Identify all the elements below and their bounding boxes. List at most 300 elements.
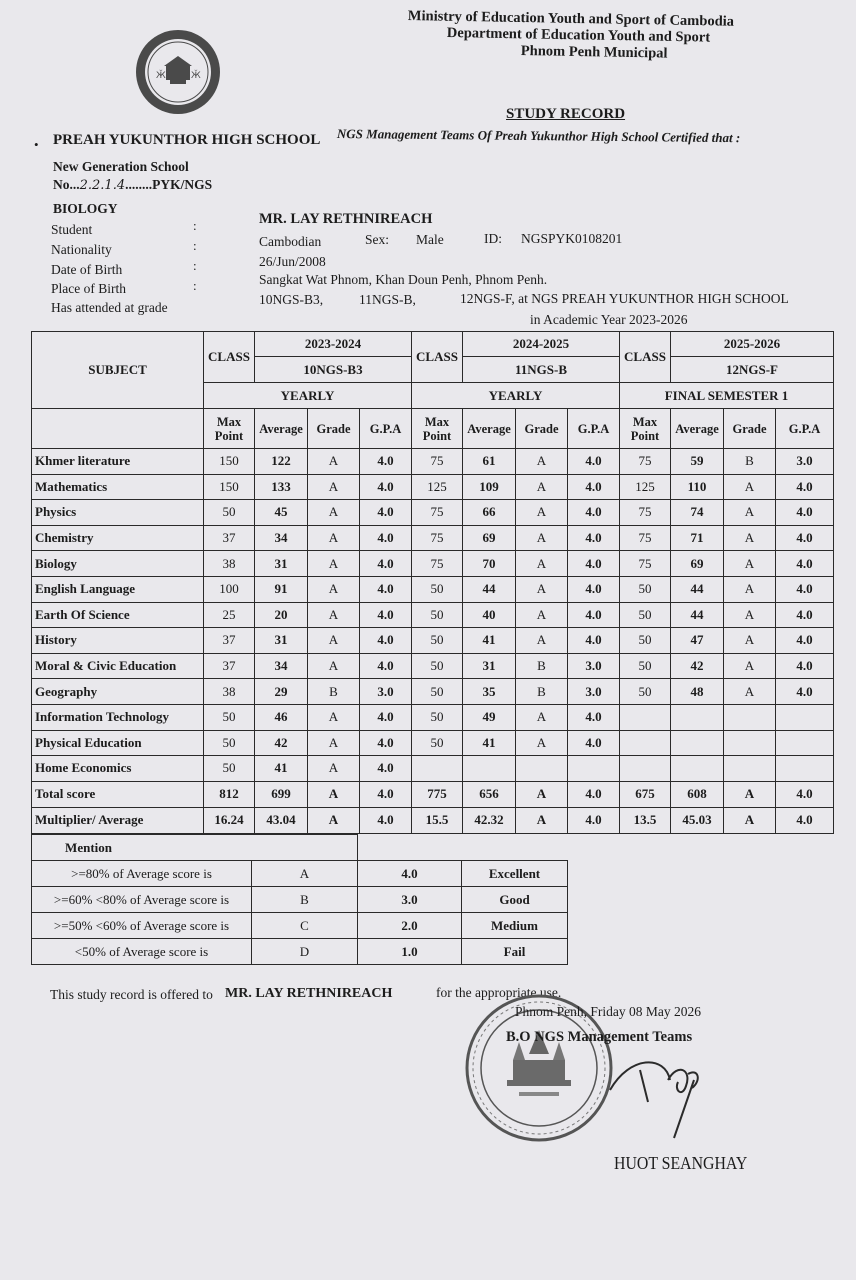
cell-grade: A: [308, 500, 360, 526]
cell-max-point: 75: [412, 551, 463, 577]
svg-text:Ӂ: Ӂ: [156, 71, 166, 81]
cell-grade: A: [308, 576, 360, 602]
cell-max-point: 50: [412, 602, 463, 628]
year-2: 2024-2025: [463, 332, 620, 357]
cell-grade: [724, 730, 776, 756]
cell-max-point: 75: [620, 525, 671, 551]
cell-average: 122: [255, 449, 308, 475]
mention-gpa: 1.0: [358, 939, 462, 965]
table-row: [32, 576, 834, 602]
cell-max-point: 50: [412, 704, 463, 730]
label-dob: Date of Birth: [51, 262, 123, 277]
cell-gpa: 4.0: [776, 576, 834, 602]
table-row: [32, 653, 834, 679]
cell-grade: A: [724, 781, 776, 807]
mention-grade: A: [252, 861, 358, 887]
cell-gpa: 4.0: [776, 500, 834, 526]
subject-name: Moral & Civic Education: [32, 653, 204, 679]
department-line: Department of Education Youth and Sport: [446, 25, 711, 46]
cell-grade: A: [516, 500, 568, 526]
table-row: [32, 628, 834, 654]
cell-average: 31: [255, 551, 308, 577]
colon: :: [193, 278, 197, 293]
cell-gpa: 4.0: [776, 628, 834, 654]
cell-gpa: 4.0: [568, 525, 620, 551]
handwritten-signature: [570, 1040, 750, 1140]
school-type: New Generation School: [53, 159, 189, 174]
svg-text:Ӂ: Ӂ: [191, 71, 201, 81]
cell-gpa: [776, 756, 834, 782]
cell-average: 74: [671, 500, 724, 526]
column-header-average: Average: [463, 409, 516, 449]
cell-max-point: 50: [204, 500, 255, 526]
cell-grade: A: [724, 807, 776, 833]
cell-gpa: 4.0: [568, 730, 620, 756]
cell-average: 71: [671, 525, 724, 551]
school-name: PREAH YUKUNTHOR HIGH SCHOOL: [53, 132, 321, 148]
cell-average: 66: [463, 500, 516, 526]
cell-average: 31: [463, 653, 516, 679]
cell-grade: [724, 704, 776, 730]
cell-gpa: [776, 730, 834, 756]
cell-max-point: 38: [204, 551, 255, 577]
cell-grade: A: [308, 449, 360, 475]
subject-rows: [32, 449, 834, 834]
cell-max-point: 50: [620, 628, 671, 654]
mention-grade: B: [252, 887, 358, 913]
cell-average: 91: [255, 576, 308, 602]
cell-grade: A: [724, 500, 776, 526]
cell-average: 34: [255, 525, 308, 551]
mention-row: [32, 913, 568, 939]
cell-average: 20: [255, 602, 308, 628]
cell-average: 47: [671, 628, 724, 654]
cell-gpa: 4.0: [568, 704, 620, 730]
subject-name: Chemistry: [32, 525, 204, 551]
certified-statement: NGS Management Teams Of Preah Yukunthor High School Certified that :: [336, 126, 741, 146]
school-logo-seal: [134, 28, 222, 116]
colon: :: [193, 258, 197, 273]
cell-grade: A: [516, 576, 568, 602]
cell-max-point: 50: [620, 679, 671, 705]
mention-row: [32, 939, 568, 965]
cell-max-point: [620, 730, 671, 756]
subject-name: Geography: [32, 679, 204, 705]
cell-average: 31: [255, 628, 308, 654]
mention-grade: D: [252, 939, 358, 965]
cell-average: 41: [463, 628, 516, 654]
cell-average: 61: [463, 449, 516, 475]
cell-average: [671, 730, 724, 756]
cell-gpa: 4.0: [360, 474, 412, 500]
mention-gpa: 4.0: [358, 861, 462, 887]
grade-3: 12NGS-F, at NGS PREAH YUKUNTHOR HIGH SCHOOL: [460, 291, 789, 306]
cell-gpa: 4.0: [568, 807, 620, 833]
cell-gpa: 4.0: [568, 781, 620, 807]
signer-name: HUOT SEANGHAY: [614, 1153, 748, 1173]
cell-gpa: [776, 704, 834, 730]
cell-gpa: 4.0: [568, 576, 620, 602]
cell-max-point: 37: [204, 628, 255, 654]
class-label: CLASS: [412, 332, 463, 383]
cell-grade: B: [724, 449, 776, 475]
cell-gpa: 4.0: [776, 551, 834, 577]
column-header-average: Average: [255, 409, 308, 449]
column-header-row: [32, 409, 834, 449]
subject-name: Khmer literature: [32, 449, 204, 475]
cell-grade: B: [516, 653, 568, 679]
cell-average: 44: [463, 576, 516, 602]
cell-average: 41: [463, 730, 516, 756]
subject-name: Total score: [32, 781, 204, 807]
cell-gpa: 3.0: [568, 679, 620, 705]
subject-name: Information Technology: [32, 704, 204, 730]
grade-1: 10NGS-B3,: [259, 292, 324, 307]
cell-max-point: 50: [204, 756, 255, 782]
cell-max-point: 16.24: [204, 807, 255, 833]
cell-grade: A: [308, 704, 360, 730]
number-suffix: ........PYK/NGS: [125, 177, 213, 192]
cell-gpa: 4.0: [360, 500, 412, 526]
cell-grade: A: [308, 756, 360, 782]
cell-max-point: 75: [620, 449, 671, 475]
colon: :: [193, 218, 197, 233]
offered-text: This study record is offered to: [50, 987, 213, 1002]
cell-grade: A: [308, 525, 360, 551]
subject-name: Earth Of Science: [32, 602, 204, 628]
cell-grade: A: [724, 576, 776, 602]
table-row: [32, 500, 834, 526]
cell-gpa: 4.0: [776, 807, 834, 833]
mention-label: Excellent: [462, 861, 568, 887]
cell-grade: A: [724, 628, 776, 654]
cell-gpa: 3.0: [568, 653, 620, 679]
cell-average: 44: [671, 576, 724, 602]
cell-grade: B: [516, 679, 568, 705]
cell-average: 40: [463, 602, 516, 628]
ministry-line: Ministry of Education Youth and Sport of Cambodia: [407, 8, 735, 30]
mention-gpa: 3.0: [358, 887, 462, 913]
cell-grade: A: [516, 602, 568, 628]
cell-average: 59: [671, 449, 724, 475]
table-row: [32, 807, 834, 833]
subject-name: Multiplier/ Average: [32, 807, 204, 833]
cell-average: 608: [671, 781, 724, 807]
cell-average: 29: [255, 679, 308, 705]
cell-gpa: 4.0: [568, 449, 620, 475]
cell-max-point: 150: [204, 449, 255, 475]
cell-gpa: 4.0: [360, 781, 412, 807]
cell-max-point: 13.5: [620, 807, 671, 833]
year-3: 2025-2026: [671, 332, 834, 357]
cell-max-point: 75: [412, 525, 463, 551]
cell-average: 34: [255, 653, 308, 679]
subject-name: Home Economics: [32, 756, 204, 782]
cell-max-point: 125: [412, 474, 463, 500]
column-header-gpa: G.P.A: [776, 409, 834, 449]
mention-title-spacer: [358, 835, 568, 861]
municipal-line: Phnom Penh Municipal: [520, 43, 668, 62]
table-row: [32, 525, 834, 551]
cell-grade: A: [308, 602, 360, 628]
cell-max-point: 50: [204, 730, 255, 756]
cell-gpa: 4.0: [776, 679, 834, 705]
cell-max-point: 150: [204, 474, 255, 500]
cell-max-point: 50: [620, 653, 671, 679]
cell-grade: B: [308, 679, 360, 705]
cell-gpa: 4.0: [776, 474, 834, 500]
cell-max-point: 50: [412, 679, 463, 705]
subject-name: Physics: [32, 500, 204, 526]
cell-max-point: 50: [204, 704, 255, 730]
period-1: YEARLY: [204, 383, 412, 409]
table-row: [32, 474, 834, 500]
class-label: CLASS: [620, 332, 671, 383]
cell-average: 45: [255, 500, 308, 526]
cell-average: [671, 756, 724, 782]
cell-average: 656: [463, 781, 516, 807]
cell-max-point: 775: [412, 781, 463, 807]
cell-average: 42.32: [463, 807, 516, 833]
cell-average: 42: [255, 730, 308, 756]
label-attended-grade: Has attended at grade: [51, 300, 168, 315]
cell-grade: A: [516, 781, 568, 807]
cell-average: [463, 756, 516, 782]
bullet: •: [34, 137, 39, 152]
cell-max-point: 100: [204, 576, 255, 602]
cell-max-point: 25: [204, 602, 255, 628]
cell-max-point: 50: [620, 602, 671, 628]
cell-gpa: 3.0: [776, 449, 834, 475]
mention-title: Mention: [32, 835, 358, 861]
cell-grade: [516, 756, 568, 782]
cell-gpa: 4.0: [360, 653, 412, 679]
cell-gpa: 4.0: [776, 781, 834, 807]
cell-grade: A: [308, 781, 360, 807]
cell-max-point: 75: [412, 500, 463, 526]
sex-value: Male: [416, 232, 444, 247]
cell-max-point: 75: [620, 551, 671, 577]
label-student: Student: [51, 222, 93, 237]
cell-grade: A: [516, 807, 568, 833]
mention-range: >=80% of Average score is: [32, 861, 252, 887]
table-row: [32, 679, 834, 705]
mention-gpa: 2.0: [358, 913, 462, 939]
column-header-grade: Grade: [308, 409, 360, 449]
mention-range: >=50% <60% of Average score is: [32, 913, 252, 939]
cell-gpa: 4.0: [568, 474, 620, 500]
label-place-of-birth: Place of Birth: [51, 281, 126, 296]
cell-gpa: [568, 756, 620, 782]
subject-header-spacer: [32, 409, 204, 449]
id-label: ID:: [484, 231, 502, 246]
cell-max-point: 50: [620, 576, 671, 602]
cell-max-point: 50: [412, 576, 463, 602]
cell-gpa: 4.0: [568, 628, 620, 654]
cell-max-point: 38: [204, 679, 255, 705]
cell-average: 43.04: [255, 807, 308, 833]
cell-grade: A: [724, 653, 776, 679]
cell-max-point: 675: [620, 781, 671, 807]
cell-gpa: 4.0: [360, 628, 412, 654]
table-row: [32, 602, 834, 628]
mention-row: [32, 887, 568, 913]
subject-name: Mathematics: [32, 474, 204, 500]
cell-grade: A: [516, 525, 568, 551]
cell-gpa: 4.0: [776, 653, 834, 679]
academic-year: in Academic Year 2023-2026: [530, 312, 688, 327]
cell-gpa: 4.0: [360, 602, 412, 628]
class-label: CLASS: [204, 332, 255, 383]
cell-average: 109: [463, 474, 516, 500]
cell-average: 48: [671, 679, 724, 705]
id-value: NGSPYK0108201: [521, 231, 623, 246]
sex-label: Sex:: [365, 232, 390, 247]
nationality-value: Cambodian: [259, 234, 322, 249]
offered-name: MR. LAY RETHNIREACH: [225, 986, 393, 1001]
subject-name: English Language: [32, 576, 204, 602]
cell-gpa: 4.0: [568, 602, 620, 628]
subject-name: History: [32, 628, 204, 654]
cell-gpa: 3.0: [360, 679, 412, 705]
cell-grade: A: [516, 551, 568, 577]
cell-grade: A: [308, 628, 360, 654]
student-name: MR. LAY RETHNIREACH: [259, 211, 433, 227]
place-date: Phnom Penh, Friday 08 May 2026: [515, 1004, 702, 1019]
cell-grade: A: [516, 628, 568, 654]
cell-grade: A: [516, 449, 568, 475]
cell-max-point: 50: [412, 730, 463, 756]
cell-average: 69: [463, 525, 516, 551]
cell-average: [671, 704, 724, 730]
table-row: [32, 449, 834, 475]
place-value: Sangkat Wat Phnom, Khan Doun Penh, Phnom Penh.: [259, 272, 548, 287]
label-nationality: Nationality: [51, 242, 112, 257]
cell-max-point: 37: [204, 525, 255, 551]
cell-average: 44: [671, 602, 724, 628]
dob-value: 26/Jun/2008: [259, 254, 326, 269]
mention-range: >=60% <80% of Average score is: [32, 887, 252, 913]
cell-max-point: 15.5: [412, 807, 463, 833]
mention-label: Medium: [462, 913, 568, 939]
cell-max-point: 50: [412, 628, 463, 654]
table-row: [32, 551, 834, 577]
cell-max-point: 50: [412, 653, 463, 679]
document-number: [53, 177, 212, 193]
management-team: B.O NGS Management Teams: [506, 1029, 693, 1045]
cell-gpa: 4.0: [568, 500, 620, 526]
column-header-grade: Grade: [516, 409, 568, 449]
cell-average: 699: [255, 781, 308, 807]
cell-max-point: 75: [412, 449, 463, 475]
mention-label: Fail: [462, 939, 568, 965]
cell-gpa: 4.0: [360, 449, 412, 475]
period-2: YEARLY: [412, 383, 620, 409]
cell-grade: A: [724, 525, 776, 551]
number-handwritten: 2.2.1.4: [79, 178, 126, 193]
cell-grade: A: [308, 807, 360, 833]
cell-grade: A: [308, 474, 360, 500]
class-3: 12NGS-F: [671, 357, 834, 383]
column-header-max-point: Max Point: [412, 409, 463, 449]
cell-max-point: [620, 704, 671, 730]
cell-gpa: 4.0: [360, 704, 412, 730]
column-header-max-point: Max Point: [620, 409, 671, 449]
cell-average: 42: [671, 653, 724, 679]
subject-name: Biology: [32, 551, 204, 577]
cell-average: 70: [463, 551, 516, 577]
cell-average: 110: [671, 474, 724, 500]
cell-max-point: 812: [204, 781, 255, 807]
cell-gpa: 4.0: [360, 551, 412, 577]
cell-average: 69: [671, 551, 724, 577]
mention-grade: C: [252, 913, 358, 939]
grade-2: 11NGS-B,: [359, 292, 416, 307]
cell-average: 41: [255, 756, 308, 782]
subject-header: SUBJECT: [32, 332, 204, 409]
mention-row: [32, 861, 568, 887]
mention-table: [31, 834, 568, 965]
cell-grade: [724, 756, 776, 782]
cell-grade: A: [308, 551, 360, 577]
cell-gpa: 4.0: [568, 551, 620, 577]
cell-grade: A: [516, 730, 568, 756]
cell-gpa: 4.0: [360, 807, 412, 833]
column-header-max-point: Max Point: [204, 409, 255, 449]
column-header-gpa: G.P.A: [568, 409, 620, 449]
class-1: 10NGS-B3: [255, 357, 412, 383]
subject-name: Physical Education: [32, 730, 204, 756]
cell-grade: A: [724, 602, 776, 628]
cell-grade: A: [516, 474, 568, 500]
cell-grade: A: [308, 653, 360, 679]
number-label: No...: [53, 177, 80, 192]
cell-average: 133: [255, 474, 308, 500]
cell-average: 45.03: [671, 807, 724, 833]
column-header-average: Average: [671, 409, 724, 449]
cell-gpa: 4.0: [360, 576, 412, 602]
year-1: 2023-2024: [255, 332, 412, 357]
cell-max-point: 125: [620, 474, 671, 500]
colon: :: [193, 238, 197, 253]
cell-gpa: 4.0: [776, 602, 834, 628]
table-row: [32, 730, 834, 756]
cell-max-point: [412, 756, 463, 782]
cell-average: 49: [463, 704, 516, 730]
cell-grade: A: [516, 704, 568, 730]
cell-grade: A: [724, 679, 776, 705]
cell-max-point: 75: [620, 500, 671, 526]
appropriate-use: for the appropriate use.: [436, 985, 562, 1000]
grades-table: [31, 331, 834, 834]
cell-average: 46: [255, 704, 308, 730]
period-3: FINAL SEMESTER 1: [620, 383, 834, 409]
cell-gpa: 4.0: [360, 730, 412, 756]
cell-grade: A: [724, 551, 776, 577]
cell-gpa: 4.0: [360, 525, 412, 551]
table-row: [32, 704, 834, 730]
cell-grade: A: [724, 474, 776, 500]
cell-grade: A: [308, 730, 360, 756]
table-row: [32, 756, 834, 782]
table-row: [32, 781, 834, 807]
cell-max-point: [620, 756, 671, 782]
document-title: STUDY RECORD: [506, 106, 626, 122]
mention-label: Good: [462, 887, 568, 913]
cell-gpa: 4.0: [360, 756, 412, 782]
class-2: 11NGS-B: [463, 357, 620, 383]
cell-average: 35: [463, 679, 516, 705]
